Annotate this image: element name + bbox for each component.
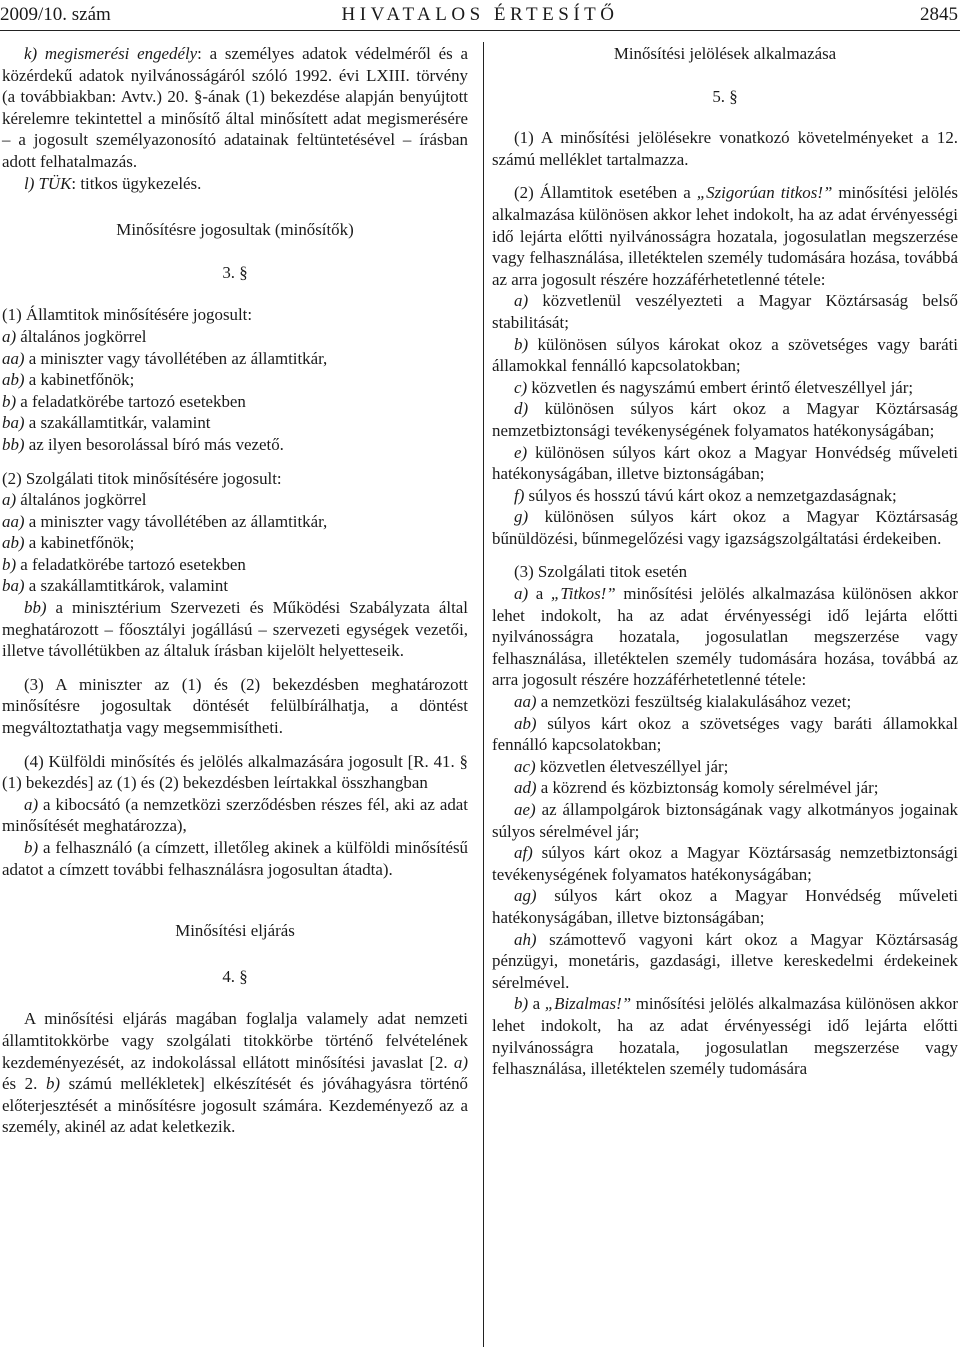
paragraph-text: minősítési jelölés alkalmazása különösen akkor lehet indokolt, ha az adat érvényességi idő lejárta előtti nyilvánosságra hozatala, jogosulatlan megszerzése vagy felhasználása, illetéktelen személy tudomására hozása, továbbá az arra jogosult részére hozzáférhetetlenné tétele:	[492, 183, 958, 289]
section-number: 5. §	[712, 86, 738, 106]
item-text: súlyos kárt okoz a Magyar Köztársaság nemzetbiztonsági tevékenységének folyamatos hatékonyságában;	[492, 843, 958, 884]
term: ad)	[514, 778, 537, 798]
item-text: közvetlen és nagyszámú embert érintő életveszéllyel jár;	[527, 377, 914, 397]
list-item	[492, 290, 958, 333]
term: b)	[24, 838, 39, 857]
item-text: a szakállamtitkárok, valamint	[24, 576, 229, 596]
list-item	[492, 506, 958, 549]
term: b)	[514, 994, 529, 1014]
term: a)	[514, 584, 529, 604]
right-column	[492, 43, 958, 1080]
item-text: a közrend és közbiztonság komoly sérelmével jár;	[536, 778, 879, 798]
list-item	[2, 468, 468, 490]
term: a)	[453, 1052, 468, 1072]
list-item	[2, 348, 468, 370]
paragraph-text: a felhasználó (a címzett, illetőleg akinek a külföldi minősítésű adatot a címzett további felhasználásra jogosultan átadta).	[2, 838, 468, 879]
paragraph-3: (3) A miniszter az (1) és (2) bekezdésben meghatározott minősítésre jogosultak döntését felülbírálhatja, a döntést megváltoztathatja vagy megsemmisítheti.	[2, 674, 468, 738]
list-item	[2, 489, 468, 511]
list-item	[2, 369, 468, 391]
term: bb)	[2, 434, 25, 454]
item-text: közvetlen életveszéllyel jár;	[535, 756, 729, 776]
term: a)	[514, 291, 529, 311]
definition-l	[2, 173, 468, 195]
term: d)	[514, 399, 529, 419]
column-divider	[483, 42, 484, 1347]
list-item	[2, 412, 468, 434]
item-text: általános jogkörrel	[16, 490, 147, 510]
item-text: általános jogkörrel	[16, 326, 147, 346]
item-text: súlyos és hosszú távú kárt okoz a nemzetgazdaságnak;	[524, 485, 897, 505]
item-text: (2) Szolgálati titok minősítésére jogosult:	[2, 468, 282, 488]
list-item	[492, 442, 958, 485]
paragraph-text: és 2.	[2, 1074, 46, 1094]
term: a)	[2, 326, 17, 346]
item-text: közvetlenül veszélyezteti a Magyar Köztársaság belső stabilitását;	[492, 291, 958, 332]
term: aa)	[2, 348, 25, 368]
item-text: a szakállamtitkár, valamint	[24, 413, 211, 433]
list-item	[2, 434, 468, 456]
list-item	[492, 334, 958, 377]
item-text: különösen súlyos károkat okoz a szövetséges vagy baráti államokkal fennálló kapcsolatokban;	[492, 334, 958, 376]
item-text: a miniszter vagy távollétében az államtitkár,	[24, 348, 328, 368]
classification-label: „Szigorúan titkos!”	[696, 183, 833, 203]
term: ag)	[514, 886, 537, 906]
list-item	[492, 777, 958, 799]
paragraph-5	[2, 1008, 468, 1138]
term: ab)	[2, 370, 25, 390]
item-text: súlyos kárt okoz a Magyar Honvédség műveleti hatékonyságában, illetve biztonságában;	[492, 886, 958, 927]
section-heading: Minősítésre jogosultak (minősítők)	[116, 220, 354, 240]
term: a)	[24, 794, 39, 814]
paragraph-text: A minősítési eljárás magában foglalja valamely adat nemzeti államtitokkörbe vagy szolgálati titokkörbe történő felvételének kezdeményezését, az indokolással ellátott minősítési javaslat [2.	[2, 1009, 468, 1072]
definition-text: : titkos ügykezelés.	[71, 173, 202, 193]
definition-text: : a személyes adatok védelméről és a közérdekű adatok nyilvánosságáról szóló 1992. évi LXIII. törvény (a továbbiakban: Avtv.) 20. §-ának (1) bekezdése alapján benyújtott kérelemre tekintettel a minősítő által minősített adat megismerésére – a jogosult személyazonosító adatainak feltüntetésével – írásban adott felhatalmazás.	[2, 44, 468, 171]
paragraph-text: minősítési jelölés alkalmazása különösen akkor lehet indokolt, ha az adat érvényességi idő lejárta előtti nyilvánosságra hozatala, jogosulatlan megszerzése vagy felhasználása, illetéktelen személy tudomására	[492, 994, 958, 1079]
term: bb)	[24, 598, 47, 618]
item-text: a feladatkörébe tartozó esetekben	[16, 554, 246, 574]
paragraph-text: (2) Államtitok esetében a	[514, 183, 697, 203]
term: b)	[45, 1074, 61, 1094]
term: b)	[2, 554, 17, 574]
list-item	[492, 842, 958, 885]
paragraph-3a-items	[492, 691, 958, 993]
list-item	[492, 691, 958, 713]
item-text: (1) Államtitok minősítésére jogosult:	[2, 305, 253, 325]
term: g)	[514, 507, 529, 527]
term: aa)	[514, 692, 537, 712]
paragraph-text: a	[528, 994, 545, 1014]
item-text: különösen súlyos kárt okoz a Magyar Köztársaság nemzetbiztonsági tevékenységének folyamatos hatékonyságában;	[492, 399, 958, 440]
term: b)	[2, 391, 17, 411]
term: af)	[514, 843, 533, 863]
item-text: súlyos kárt okoz a szövetséges vagy baráti államokkal fennálló kapcsolatokban;	[492, 713, 958, 755]
paragraph-3b	[492, 993, 958, 1079]
paragraph-3: (3) Szolgálati titok esetén	[514, 562, 688, 582]
section-number: 3. §	[222, 262, 248, 282]
paragraph-text: a	[528, 584, 551, 604]
list-item	[492, 398, 958, 441]
term: ae)	[514, 800, 536, 819]
paragraph-text: számú mellékletek] elkészítését és jóváhagyásra történő előterjesztését a minősítésre jogosult számára. Kezdeményező az a személy, akinél az adat keletkezik.	[2, 1074, 469, 1137]
paragraph-2-items	[492, 290, 958, 549]
term: ab)	[2, 533, 25, 553]
section-heading: Minősítési eljárás	[175, 921, 295, 941]
paragraph-1: (1) A minősítési jelölésekre vonatkozó követelményeket a 12. számú melléklet tartalmazza.	[492, 128, 958, 169]
classification-label: „Bizalmas!”	[544, 994, 632, 1014]
list-item	[492, 756, 958, 778]
list-item	[492, 485, 958, 507]
section-number: 4. §	[222, 966, 248, 986]
paragraph-2	[492, 182, 958, 290]
paragraph-2	[2, 468, 468, 598]
list-item	[2, 511, 468, 533]
item-text: számottevő vagyoni kárt okoz a Magyar Köztársaság pénzügyi, monetáris, gazdasági, illetve kereskedelmi érdekeinek sérelmével.	[492, 929, 958, 992]
page-number: 2845	[920, 4, 958, 25]
list-item	[2, 326, 468, 348]
term: c)	[514, 377, 528, 397]
list-item	[2, 575, 468, 597]
paragraph-text: minősítési jelölés alkalmazása különösen akkor lehet indokolt, ha az adat érvényességi idő lejárta előtti nyilvánosságra hozatala, jogosulatlan megszerzése vagy felhasználása, illetéktelen személy tudomására hozása, továbbá az arra jogosult részére hozzáférhetetlenné tétele:	[492, 584, 958, 690]
header-rule	[0, 30, 960, 31]
item-text: az állampolgárok biztonságának vagy alkotmányos jogainak súlyos sérelmével jár;	[492, 800, 958, 841]
item-text: különösen súlyos kárt okoz a Magyar Honvédség műveleti hatékonyságában, illetve biztonságában;	[492, 442, 958, 484]
item-text: a kabinetfőnök;	[24, 533, 135, 553]
paragraph-text: a kibocsátó (a nemzetközi szerződésben részes fél, aki az adat minősítését meghatározza),	[2, 794, 468, 836]
term: ac)	[514, 756, 536, 776]
left-column	[2, 43, 468, 1138]
section-heading: Minősítési jelölések alkalmazása	[613, 44, 837, 63]
item-text: a kabinetfőnök;	[24, 370, 135, 390]
list-item	[2, 304, 468, 326]
page-header	[0, 0, 960, 30]
term: ba)	[2, 576, 25, 596]
term: aa)	[2, 511, 25, 531]
classification-label: „Titkos!”	[550, 584, 616, 604]
item-text: a miniszter vagy távollétében az államtitkár,	[24, 511, 328, 531]
term: e)	[514, 442, 528, 462]
paragraph-2-bb	[2, 597, 468, 662]
item-text: az ilyen besorolással bíró más vezető.	[24, 434, 284, 454]
paragraph-3a	[492, 583, 958, 691]
term: k) megismerési engedély	[24, 44, 198, 63]
list-item	[492, 799, 958, 842]
term: ab)	[514, 713, 537, 733]
term: a)	[2, 490, 17, 510]
list-item	[492, 929, 958, 994]
item-text: a feladatkörébe tartozó esetekben	[16, 391, 246, 411]
term: b)	[514, 334, 529, 354]
item-text: a nemzetközi feszültség kialakulásához vezet;	[536, 692, 852, 712]
item-text: különösen súlyos kárt okoz a Magyar Köztársaság bűnüldözési, bűnmegelőzési vagy igazságszolgáltatási érdekeiben.	[492, 507, 958, 548]
list-item	[2, 554, 468, 576]
paragraph-1	[2, 304, 468, 455]
publication-title: HIVATALOS ÉRTESÍTŐ	[341, 4, 619, 25]
list-item	[492, 377, 958, 399]
paragraph-4a	[2, 794, 468, 837]
term: ah)	[514, 929, 537, 949]
list-item	[2, 532, 468, 554]
issue-number: 2009/10. szám	[0, 4, 111, 25]
list-item	[2, 391, 468, 413]
list-item	[492, 713, 958, 756]
term: f)	[514, 485, 525, 505]
term: l) TÜK	[24, 173, 72, 193]
definition-k	[2, 43, 468, 173]
term: ba)	[2, 413, 25, 433]
paragraph-4: (4) Külföldi minősítés és jelölés alkalmazására jogosult [R. 41. § (1) bekezdés] az (1) és (2) bekezdésben leírtakkal összhangban	[2, 751, 468, 793]
list-item	[492, 885, 958, 928]
paragraph-4b	[2, 837, 468, 880]
paragraph-text: a minisztérium Szervezeti és Működési Szabályzata által meghatározott – főosztályi jogállású – szervezeti egységek vezetői, illetve távollétükben az általuk írásban kijelölt helyetteseik.	[2, 598, 468, 661]
